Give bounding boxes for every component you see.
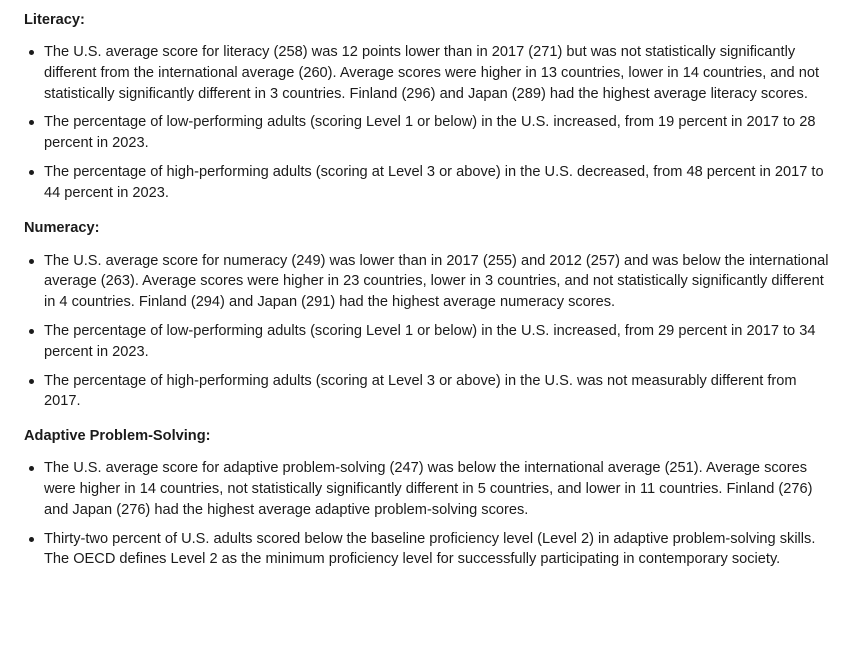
bullet-dot-icon	[29, 466, 34, 471]
bullet-text: The percentage of low-performing adults (scoring Level 1 or below) in the U.S. increased, from 19 percent in 2017 to 28 percent in 2023.	[44, 114, 816, 152]
list-item	[24, 321, 836, 363]
list-item	[24, 162, 836, 204]
list-item	[24, 112, 836, 154]
bullet-text: Thirty-two percent of U.S. adults scored below the baseline proficiency level (Level 2) in adaptive problem-solving skills. The OECD defines Level 2 as the minimum proficiency level for successfully participating in contemporary society.	[44, 530, 816, 568]
list-item	[24, 42, 836, 104]
bullet-list-adaptive-problem-solving	[24, 458, 836, 570]
bullet-text: The percentage of low-performing adults (scoring Level 1 or below) in the U.S. increased, from 29 percent in 2017 to 34 percent in 2023.	[44, 322, 816, 360]
bullet-dot-icon	[29, 259, 34, 264]
bullet-dot-icon	[29, 170, 34, 175]
list-item	[24, 458, 836, 520]
section-literacy	[24, 10, 836, 204]
section-adaptive-problem-solving	[24, 426, 836, 570]
bullet-dot-icon	[29, 379, 34, 384]
bullet-dot-icon	[29, 50, 34, 55]
section-heading-literacy: Literacy:	[24, 12, 85, 28]
list-item	[24, 251, 836, 313]
bullet-text: The U.S. average score for numeracy (249) was lower than in 2017 (255) and 2012 (257) and was below the international average (263). Average scores were higher in 23 countries, lower in 3 countries, and not statistically significantly different in 4 countries. Finland (294) and Japan (291) had the highest average numeracy scores.	[44, 252, 829, 311]
bullet-text: The U.S. average score for adaptive problem-solving (247) was below the international average (251). Average scores were higher in 14 countries, not statistically significantly different in 5 countries, and lower in 11 countries. Finland (276) and Japan (276) had the highest average adaptive problem-solving scores.	[44, 460, 813, 518]
bullet-text: The U.S. average score for literacy (258) was 12 points lower than in 2017 (271) but was not statistically significantly different from the international average (260). Average scores were higher in 13 countries, lower in 14 countries, and not statistically significantly different in 3 countries. Finland (296) and Japan (289) had the highest average literacy scores.	[44, 44, 820, 102]
section-heading-numeracy: Numeracy:	[24, 219, 100, 236]
section-numeracy	[24, 218, 836, 413]
section-heading-adaptive-problem-solving: Adaptive Problem-Solving:	[24, 428, 211, 445]
bullet-text: The percentage of high-performing adults (scoring at Level 3 or above) in the U.S. was not measurably different from 2017.	[44, 372, 797, 410]
list-item	[24, 371, 836, 413]
bullet-list-literacy	[24, 42, 836, 204]
bullet-text: The percentage of high-performing adults (scoring at Level 3 or above) in the U.S. decreased, from 48 percent in 2017 to 44 percent in 2023.	[44, 163, 824, 201]
bullet-dot-icon	[29, 329, 34, 334]
bullet-list-numeracy	[24, 251, 836, 413]
bullet-dot-icon	[29, 537, 34, 542]
list-item	[24, 529, 836, 571]
bullet-dot-icon	[29, 120, 34, 125]
